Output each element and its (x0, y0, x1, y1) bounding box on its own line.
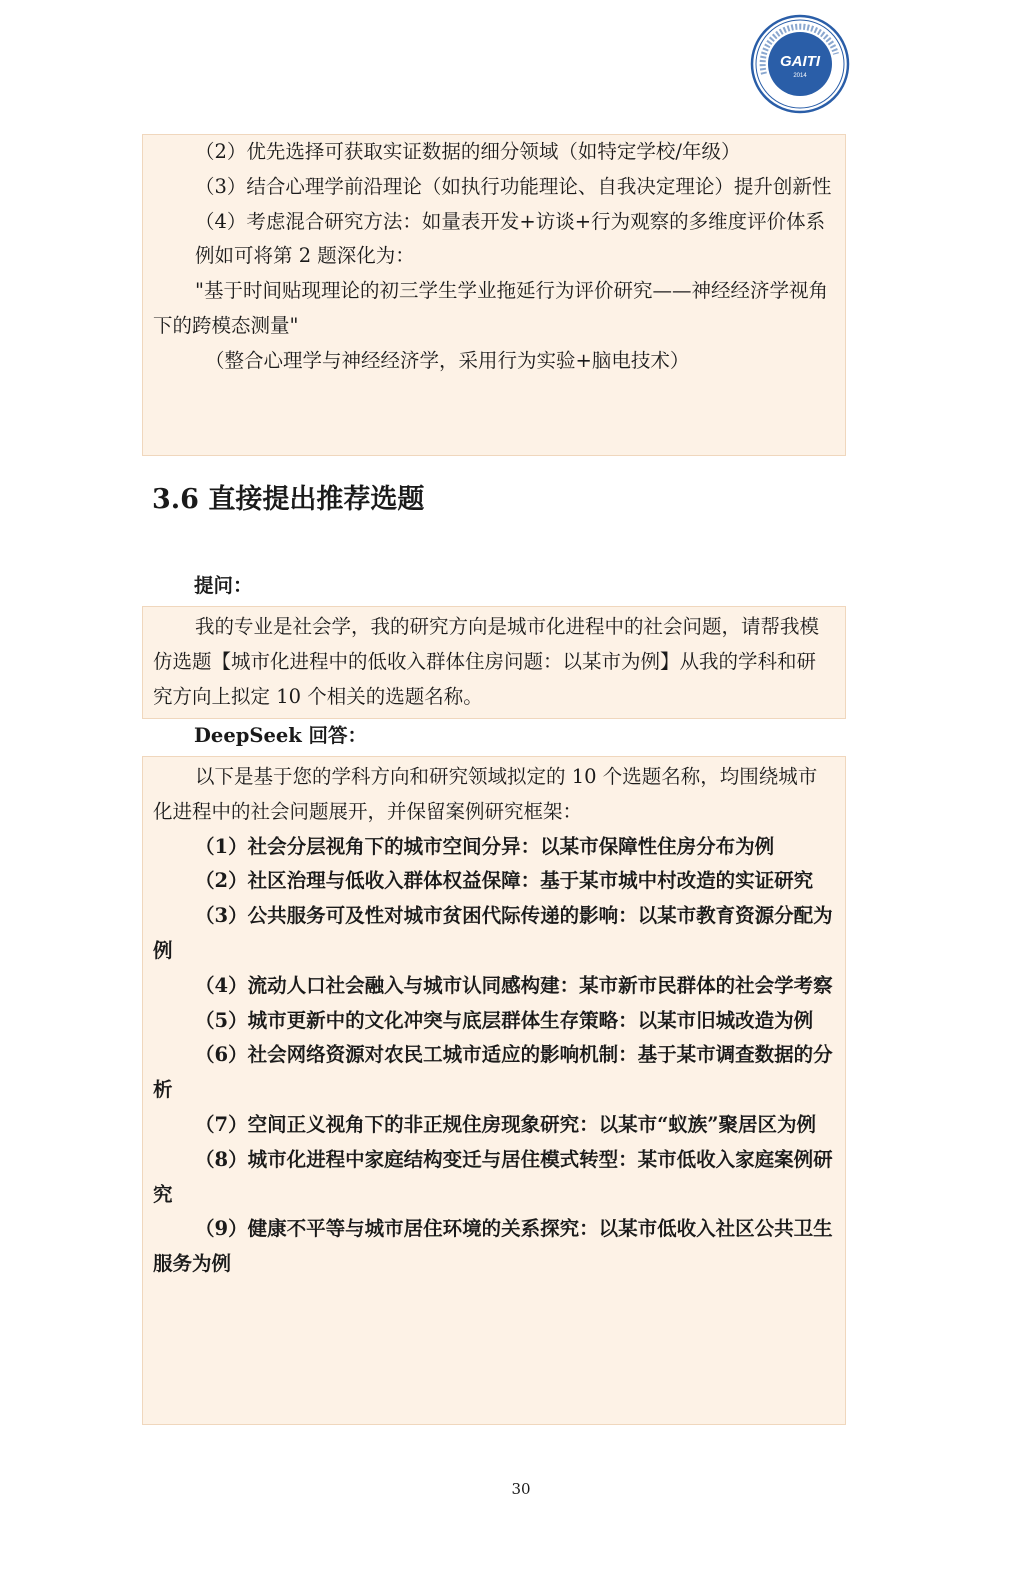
topic-item-5: （5）城市更新中的文化冲突与底层群体生存策略：以某市旧城改造为例 (195, 1008, 814, 1032)
continued-answer-box (142, 134, 846, 456)
tip-3: （3）结合心理学前沿理论（如执行功能理论、自我决定理论）提升创新性 (195, 174, 832, 198)
topic-item-8: （8）城市化进程中家庭结构变迁与居住模式转型：某市低收入家庭案例研究 (153, 1147, 833, 1206)
gaiti-logo (750, 14, 850, 114)
example-title: "基于时间贴现理论的初三学生学业拖延行为评价研究——神经经济学视角下的跨模态测量" (153, 279, 828, 337)
example-note: （整合心理学与神经经济学，采用行为实验+脑电技术） (205, 348, 690, 372)
topic-item-4: （4）流动人口社会融入与城市认同感构建：某市新市民群体的社会学考察 (195, 973, 833, 997)
question-text: 我的专业是社会学，我的研究方向是城市化进程中的社会问题，请帮我模仿选题【城市化进程中的低收入群体住房问题：以某市为例】从我的学科和研究方向上拟定 10 个相关的选题名称。 (153, 615, 820, 708)
tip-4: （4）考虑混合研究方法：如量表开发+访谈+行为观察的多维度评价体系 (195, 209, 826, 233)
example-intro: 例如可将第 2 题深化为： (195, 244, 415, 268)
topic-item-2: （2）社区治理与低收入群体权益保障：基于某市城中村改造的实证研究 (195, 869, 814, 893)
answer-intro: 以下是基于您的学科方向和研究领域拟定的 10 个选题名称，均围绕城市化进程中的社会问题展开，并保留案例研究框架： (153, 765, 818, 823)
answer-box (142, 756, 846, 1425)
topic-item-9: （9）健康不平等与城市居住环境的关系探究：以某市低收入社区公共卫生服务为例 (153, 1217, 833, 1276)
topic-item-3: （3）公共服务可及性对城市贫困代际传递的影响：以某市教育资源分配为例 (153, 904, 833, 962)
answer-label: DeepSeek 回答： (194, 724, 368, 747)
section-heading: 3.6 直接提出推荐选题 (152, 484, 425, 515)
question-box (142, 606, 846, 719)
tip-2: （2）优先选择可获取实证数据的细分领域（如特定学校/年级） (195, 140, 741, 163)
question-label: 提问： (194, 574, 253, 597)
svg-text:2014: 2014 (793, 73, 807, 79)
svg-text:GAITI: GAITI (780, 53, 820, 70)
topic-item-6: （6）社会网络资源对农民工城市适应的影响机制：基于某市调查数据的分析 (153, 1043, 833, 1102)
topic-item-7: （7）空间正义视角下的非正规住房现象研究：以某市“蚁族”聚居区为例 (195, 1112, 817, 1136)
topic-item-1: （1）社会分层视角下的城市空间分异：以某市保障性住房分布为例 (195, 834, 775, 858)
page-number: 30 (511, 1480, 531, 1498)
